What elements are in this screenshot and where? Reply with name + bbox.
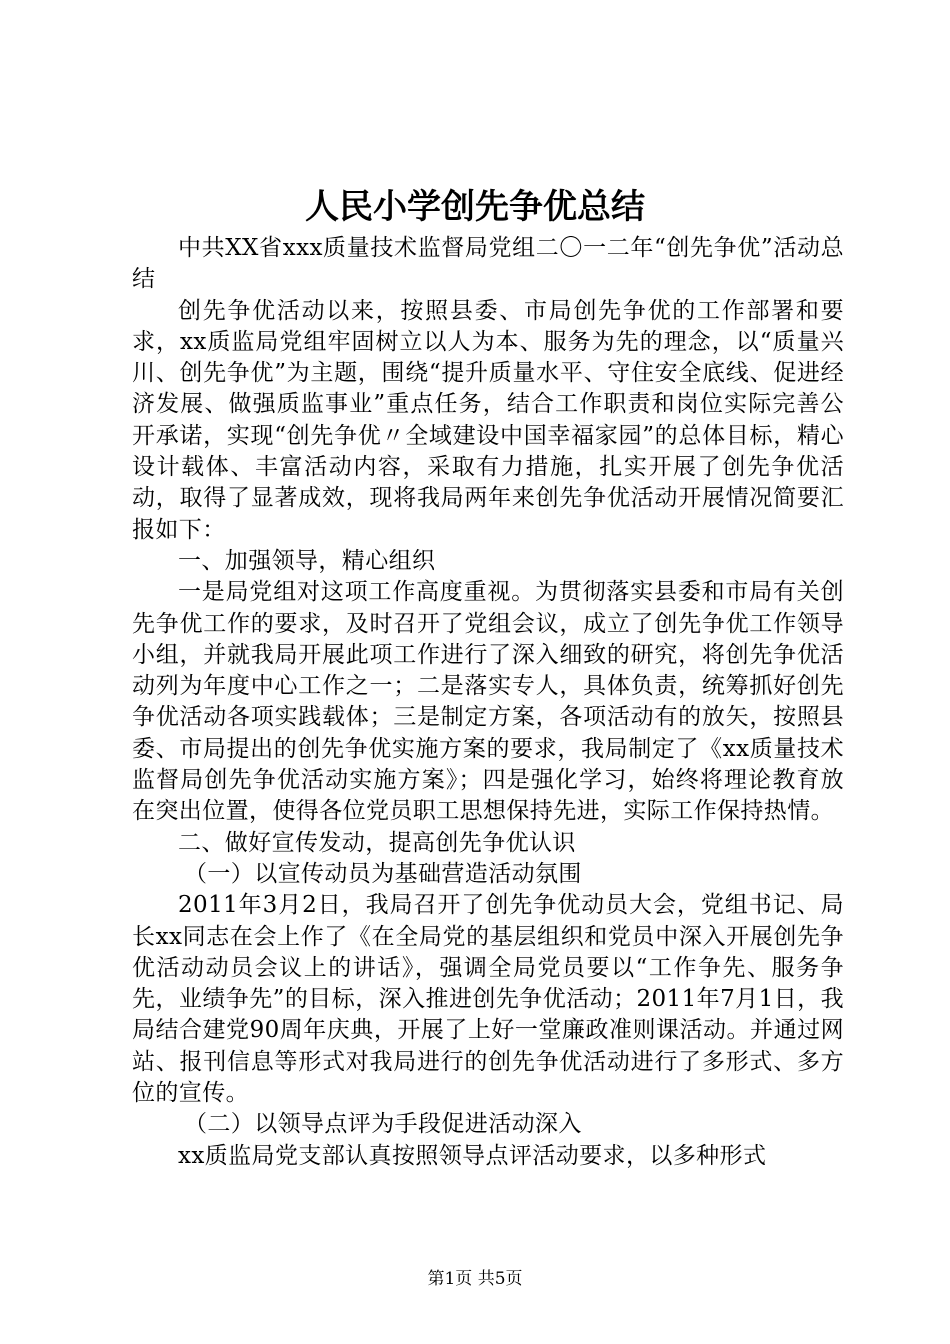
page-number-footer: 第1页 共5页: [427, 1269, 523, 1289]
paragraph-subsection-2: xx质监局党支部认真按照领导点评活动要求，以多种形式: [178, 1142, 767, 1169]
document-title: 人民小学创先争优总结: [305, 187, 645, 227]
paragraph-section-1: 一是局党组对这项工作高度重视。为贯彻落实县委和市局有关创先争优工作的要求，及时召开了党组会议，成立了创先争优工作领导小组，并就我局开展此项工作进行了深入细致的研究，将创先争优活动列为年度中心工作之一；二是落实专人，具体负责，统筹抓好创先争优活动各项实践载体；三是制定方案，各项活动有的放矢，按照县委、市局提出的创先争优实施方案的要求，我局制定了《xx质量技术监督局创先争优活动实施方案》；四是强化学习，始终将理论教育放在突出位置，使得各位党员职工思想保持先进，实际工作保持热情。: [132, 579, 844, 825]
subsection-heading-1: （一）以宣传动员为基础营造活动氛围: [184, 860, 582, 887]
section-heading-2: 二、做好宣传发动，提高创先争优认识: [178, 829, 576, 856]
subsection-heading-2: （二）以领导点评为手段促进活动深入: [184, 1111, 582, 1138]
section-heading-1: 一、加强领导，精心组织: [178, 547, 436, 574]
document-body: [132, 233, 844, 1172]
paragraph-intro: 创先争优活动以来，按照县委、市局创先争优的工作部署和要求，xx质监局党组牢固树立以人为本、服务为先的理念，以“质量兴川、创先争优”为主题，围绕“提升质量水平、守住安全底线、促进经济发展、做强质监事业”重点任务，结合工作职责和岗位实际完善公开承诺，实现“创先争优〃全域建设中国幸福家园”的总体目标，精心设计载体、丰富活动内容，采取有力措施，扎实开展了创先争优活动，取得了显著成效，现将我局两年来创先争优活动开展情况简要汇报如下：: [132, 297, 844, 543]
paragraph-subtitle: 中共XX省xxx质量技术监督局党组二〇一二年“创先争优”活动总结: [132, 235, 844, 293]
paragraph-subsection-1: 2011年3月2日，我局召开了创先争优动员大会，党组书记、局长xx同志在会上作了《在全局党的基层组织和党员中深入开展创先争优活动动员会议上的讲话》，强调全局党员要以“工作争先、服务争先，业绩争先”的目标，深入推进创先争优活动；2011年7月1日，我局结合建党90周年庆典，开展了上好一堂廉政准则课活动。并通过网站、报刊信息等形式对我局进行的创先争优活动进行了多形式、多方位的宣传。: [132, 892, 844, 1107]
